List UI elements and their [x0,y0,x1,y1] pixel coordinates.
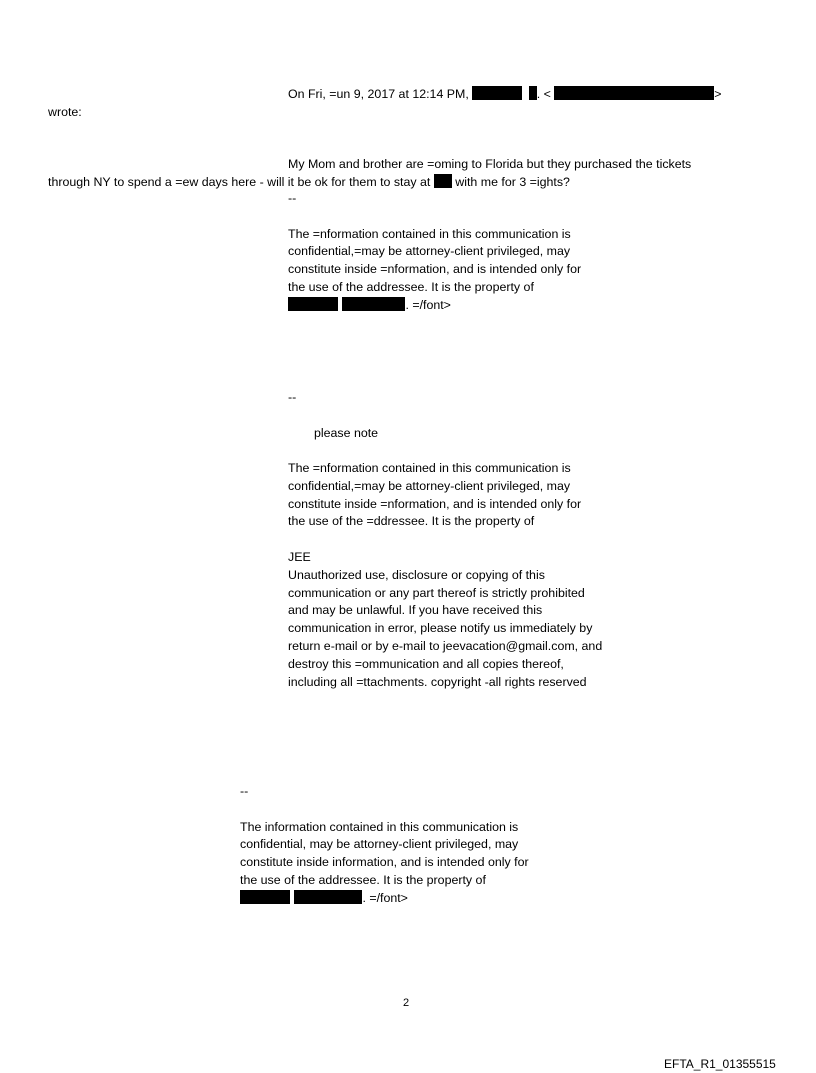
disclaimer-line: and may be unlawful. If you have received this [288,603,543,618]
disclaimer-line: Unauthorized use, disclosure or copying of this [288,567,545,582]
header-close-angle: > [714,87,722,101]
header-open-angle: . < [536,87,551,101]
sig-line: the use of the =ddressee. It is the property of [288,514,535,529]
sig-line: confidential,=may be attorney-client privileged, may [288,244,571,259]
sig-property-line [240,890,529,908]
sig-jee: JEE [288,549,311,564]
header-date-text: On Fri, =un 9, 2017 at 12:14 PM, [288,87,469,101]
message-line-1: My Mom and brother are =oming to Florida but they purchased the tickets [288,157,692,171]
disclaimer-line: communication or any part thereof is strictly prohibited [288,585,585,600]
sig-dashes: -- [240,784,249,798]
disclaimer-line: including all =ttachments. copyright -all rights reserved [288,674,587,689]
sig-dashes: -- [288,191,297,205]
sig-line: constitute inside information, and is intended only for [240,855,529,870]
sig-font-close: . =/font> [362,890,408,905]
sig-line: confidential,=may be attorney-client privileged, may [288,478,571,493]
sig-font-close: . =/font> [405,297,451,312]
disclaimer-line: destroy this =ommunication and all copies thereof, [288,656,564,671]
please-note: please note [314,426,379,440]
signature-block-2 [288,460,602,691]
sig-line: constitute inside =nformation, and is intended only for [288,496,582,511]
redaction-block [554,86,714,100]
signature-block-3 [240,783,529,908]
sig-line: The =nformation contained in this communication is [288,461,571,475]
sig-property-line [288,297,581,315]
disclaimer-line: communication in error, please notify us immediately by [288,621,593,636]
redaction-block [240,890,290,904]
message-line-2-start: through NY to spend a =ew days here - will it be ok for them to stay at [48,175,431,189]
message-line-2 [48,173,570,191]
sig-line: constitute inside =nformation, and is intended only for [288,262,582,277]
disclaimer-line: return e-mail or by e-mail to jeevacation@gmail.com, and [288,638,603,653]
signature-block-1 [288,190,581,315]
redaction-block [472,86,522,100]
document-id: EFTA_R1_01355515 [664,1057,776,1071]
redaction-block [434,174,452,188]
redaction-block [288,297,338,311]
email-header-line [288,85,722,103]
header-wrote: wrote: [48,105,82,119]
sig-line: the use of the addressee. It is the property of [240,872,486,887]
sig2-dashes: -- [288,390,297,404]
sig-line: The =nformation contained in this communication is [288,226,571,241]
sig-line: The information contained in this communication is [240,819,519,834]
message-line-2-end: with me for 3 =ights? [455,175,570,189]
sig-line: the use of the addressee. It is the property of [288,279,534,294]
redaction-block [294,890,362,904]
page-number: 2 [403,997,410,1009]
sig-line: confidential, may be attorney-client privileged, may [240,837,519,852]
redaction-block [529,86,537,100]
redaction-block [342,297,405,311]
